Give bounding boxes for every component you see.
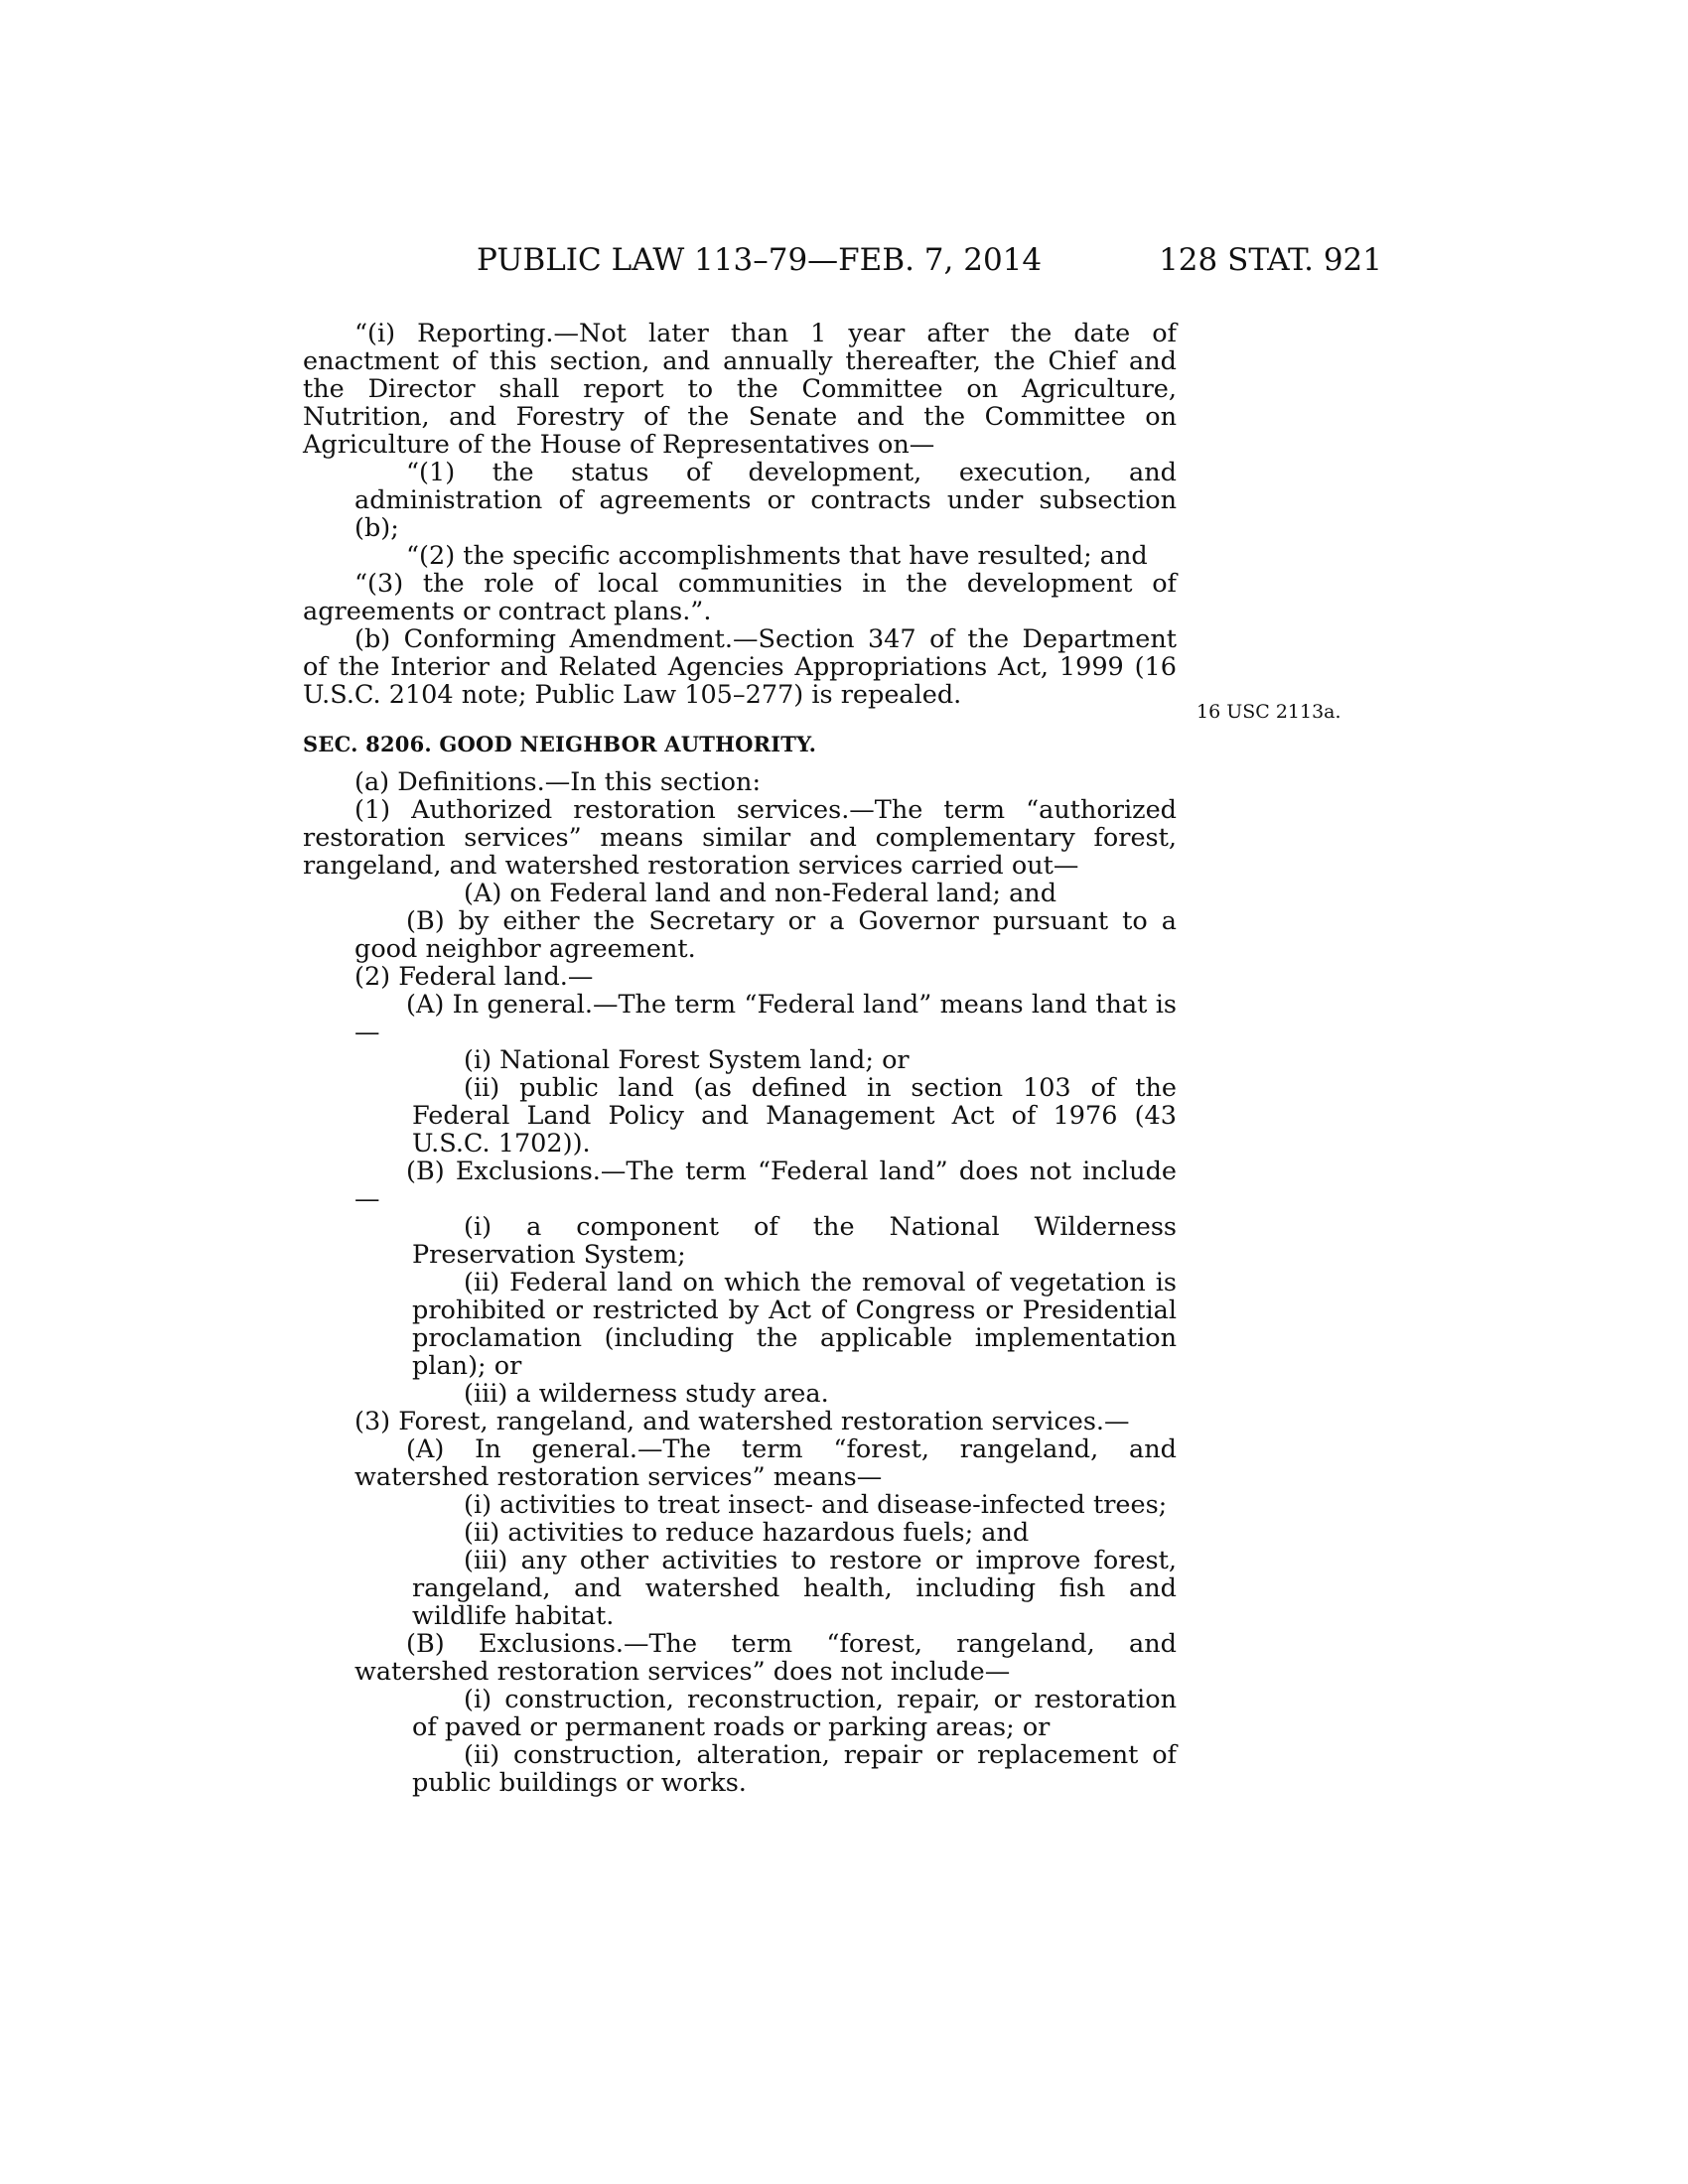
def-3-A-iii: (iii) any other activities to restore or improve forest, rangeland, and watershed health, including fish and wildlife habitat. [412, 1546, 1177, 1631]
def-3-A-i: (i) activities to treat insect- and disease-infected trees; [464, 1490, 1168, 1520]
section-heading: SEC. 8206. GOOD NEIGHBOR AUTHORITY. [303, 732, 817, 756]
def-2-federal-land: (2) Federal land.— [354, 962, 594, 992]
definitions-intro: (a) Definitions.—In this section: [354, 767, 762, 797]
margin-citation: 16 USC 2113a. [1196, 701, 1341, 723]
def-3-B: (B) Exclusions.—The term “forest, rangeland, and watershed restoration services” does not include— [354, 1629, 1177, 1687]
def-1-A: (A) on Federal land and non-Federal land; and [464, 879, 1057, 908]
header-title: PUBLIC LAW 113–79—FEB. 7, 2014 [477, 242, 1043, 278]
def-2-A: (A) In general.—The term “Federal land” means land that is— [354, 990, 1177, 1047]
def-3-A-ii: (ii) activities to reduce hazardous fuels; and [464, 1518, 1030, 1548]
conforming-amendment: (b) Conforming Amendment.—Section 347 of the Department of the Interior and Related Agencies Appropriations Act, 1999 (16 U.S.C. 2104 note; Public Law 105–277) is repealed. [303, 624, 1177, 710]
running-header [467, 236, 1382, 286]
def-2-A-i: (i) National Forest System land; or [464, 1045, 910, 1075]
page-number: 128 STAT. 921 [1159, 242, 1382, 278]
def-3-B-i: (i) construction, reconstruction, repair, or restoration of paved or permanent roads or parking areas; or [412, 1685, 1177, 1742]
reporting-item-1: “(1) the status of development, execution, and administration of agreements or contracts under subsection (b); [354, 458, 1177, 543]
def-2-A-ii: (ii) public land (as defined in section 103 of the Federal Land Policy and Management Act of 1976 (43 U.S.C. 1702)). [412, 1073, 1177, 1159]
reporting-item-3: “(3) the role of local communities in the development of agreements or contract plans.”. [303, 569, 1177, 626]
def-3-B-ii: (ii) construction, alteration, repair or replacement of public buildings or works. [412, 1740, 1177, 1798]
def-2-B: (B) Exclusions.—The term “Federal land” does not include— [354, 1157, 1177, 1214]
def-3-restoration-services: (3) Forest, rangeland, and watershed restoration services.— [354, 1407, 1130, 1436]
def-2-B-i: (i) a component of the National Wilderness Preservation System; [412, 1212, 1177, 1270]
def-1-B: (B) by either the Secretary or a Governor pursuant to a good neighbor agreement. [354, 906, 1177, 964]
def-2-B-ii: (ii) Federal land on which the removal of vegetation is prohibited or restricted by Act of Congress or Presidential proclamation (including the applicable implementation plan); or [412, 1268, 1177, 1381]
document-body [303, 320, 1177, 1797]
reporting-paragraph: “(i) Reporting.—Not later than 1 year after the date of enactment of this section, and annually thereafter, the Chief and the Director shall report to the Committee on Agriculture, Nutrition, and Forestry of the Senate and the Committee on Agriculture of the House of Representatives on— [303, 319, 1177, 460]
reporting-item-2: “(2) the specific accomplishments that have resulted; and [406, 541, 1148, 571]
def-2-B-iii: (iii) a wilderness study area. [464, 1379, 829, 1409]
def-1-authorized-restoration: (1) Authorized restoration services.—The term “authorized restoration services” means similar and complementary forest, rangeland, and watershed restoration services carried out— [303, 795, 1177, 881]
def-3-A: (A) In general.—The term “forest, rangeland, and watershed restoration services” means— [354, 1434, 1177, 1492]
